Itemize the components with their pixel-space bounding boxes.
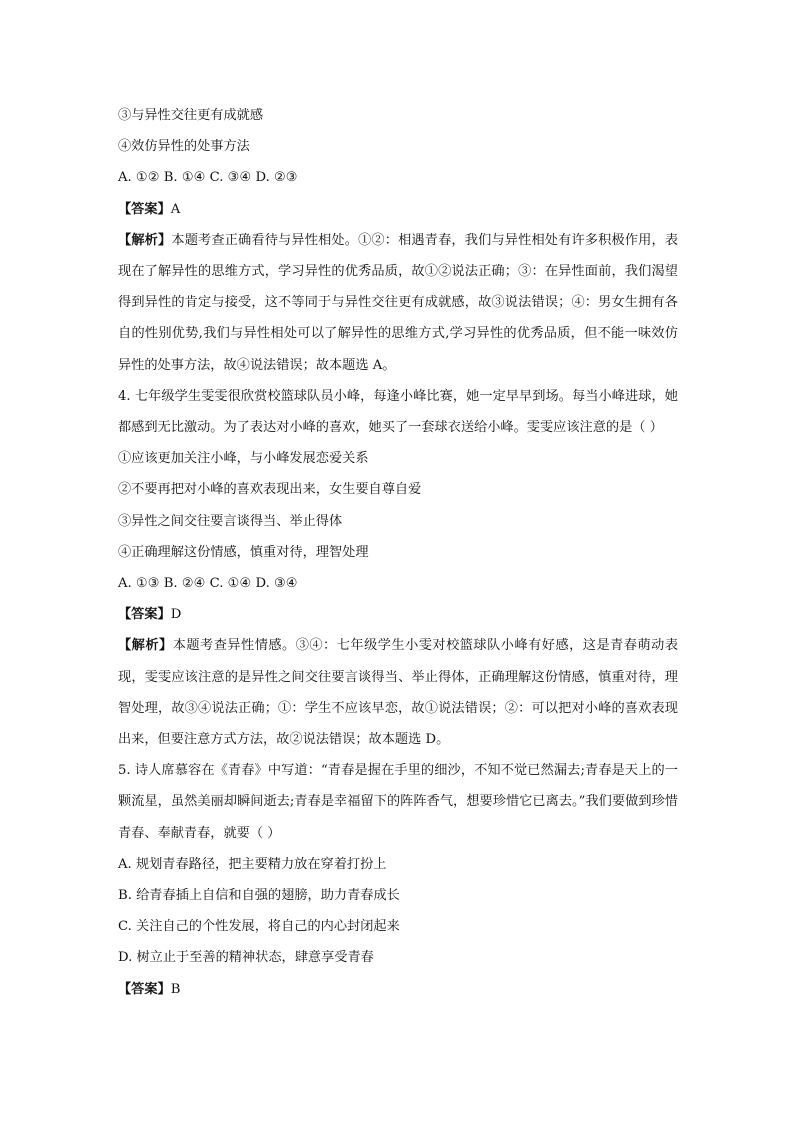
analysis-tag: 【解析】 [118,638,173,654]
answer-tag: 【答案】 [118,201,171,217]
q5-option-c: C. 关注自己的个性发展，将自己的内心封闭起来 [118,919,400,935]
q3-answer [118,194,678,225]
q3-analysis [118,225,678,381]
answer-tag: 【答案】 [118,981,171,997]
analysis-tag: 【解析】 [118,232,172,248]
analysis-text: 本题考查正确看待与异性相处。①②：相遇青春，我们与异性相处有许多积极作用，表现在了解异性的思维方式，学习异性的优秀品质，故①②说法正确；③：在异性面前，我们渴望得到异性的肯定与接受，这不等同于与异性交往更有成就感，故③说法错误；④：男女生拥有各自的性别优势,我们与异性相处可以了解异性的思维方式,学习异性的优秀品质，但不能一味效仿异性的处事方法，故④说法错误；故本题选 A。 [118,232,679,373]
q4-stem: 4. 七年级学生雯雯很欣赏校篮球队员小峰，每逢小峰比赛，她一定早早到场。每当小峰进球，她都感到无比激动。为了表达对小峰的喜欢，她买了一套球衣送给小峰。雯雯应该注意的是（ ） [118,388,678,436]
q5-option-d: D. 树立止于至善的精神状态，肆意享受青春 [118,950,374,966]
q3-option-4: ④效仿异性的处事方法 [118,139,250,155]
q5-option-a: A. 规划青春路径，把主要精力放在穿着打扮上 [118,856,387,872]
q3-choices: A. ①② B. ①④ C. ③④ D. ②③ [118,170,298,186]
page-content [118,100,678,1005]
q4-option-1: ①应该更加关注小峰，与小峰发展恋爱关系 [118,451,369,467]
q4-option-4: ④正确理解这份情感，慎重对待，理智处理 [118,544,369,560]
q4-analysis [118,630,678,755]
q4-option-3: ③异性之间交往要言谈得当、举止得体 [118,513,343,529]
q5-option-b: B. 给青春插上自信和自强的翅膀，助力青春成长 [118,888,400,904]
q3-option-3: ③与异性交往更有成就感 [118,108,264,123]
q4-option-2: ②不要再把对小峰的喜欢表现出来，女生要自尊自爱 [118,482,422,498]
q5-stem: 5. 诗人席慕容在《青春》中写道：“青春是握在手里的细沙，不知不觉已然漏去;青春是天上的一颗流星，虽然美丽却瞬间逝去;青春是幸福留下的阵阵香气，想要珍惜它已离去。”我们要做到珍惜青春、奉献青春，就要（ ） [118,763,678,841]
q4-answer [118,599,678,630]
answer-value: B [170,981,181,997]
analysis-text: 本题考查异性情感。③④：七年级学生小雯对校篮球队小峰有好感，这是青春萌动表现，雯雯应该注意的是异性之间交往要言谈得当、举止得体，正确理解这份情感，慎重对待，理智处理，故③④说法正确；①：学生不应该早恋，故①说法错误；②：可以把对小峰的喜欢表现出来，但要注意方式方法，故②说法错误；故本题选 D。 [118,638,679,748]
answer-value: D [170,607,182,623]
q5-answer [118,974,678,1005]
q4-choices: A. ①③ B. ②④ C. ①④ D. ③④ [118,576,298,592]
answer-tag: 【答案】 [118,607,171,623]
answer-value: A [170,201,181,217]
